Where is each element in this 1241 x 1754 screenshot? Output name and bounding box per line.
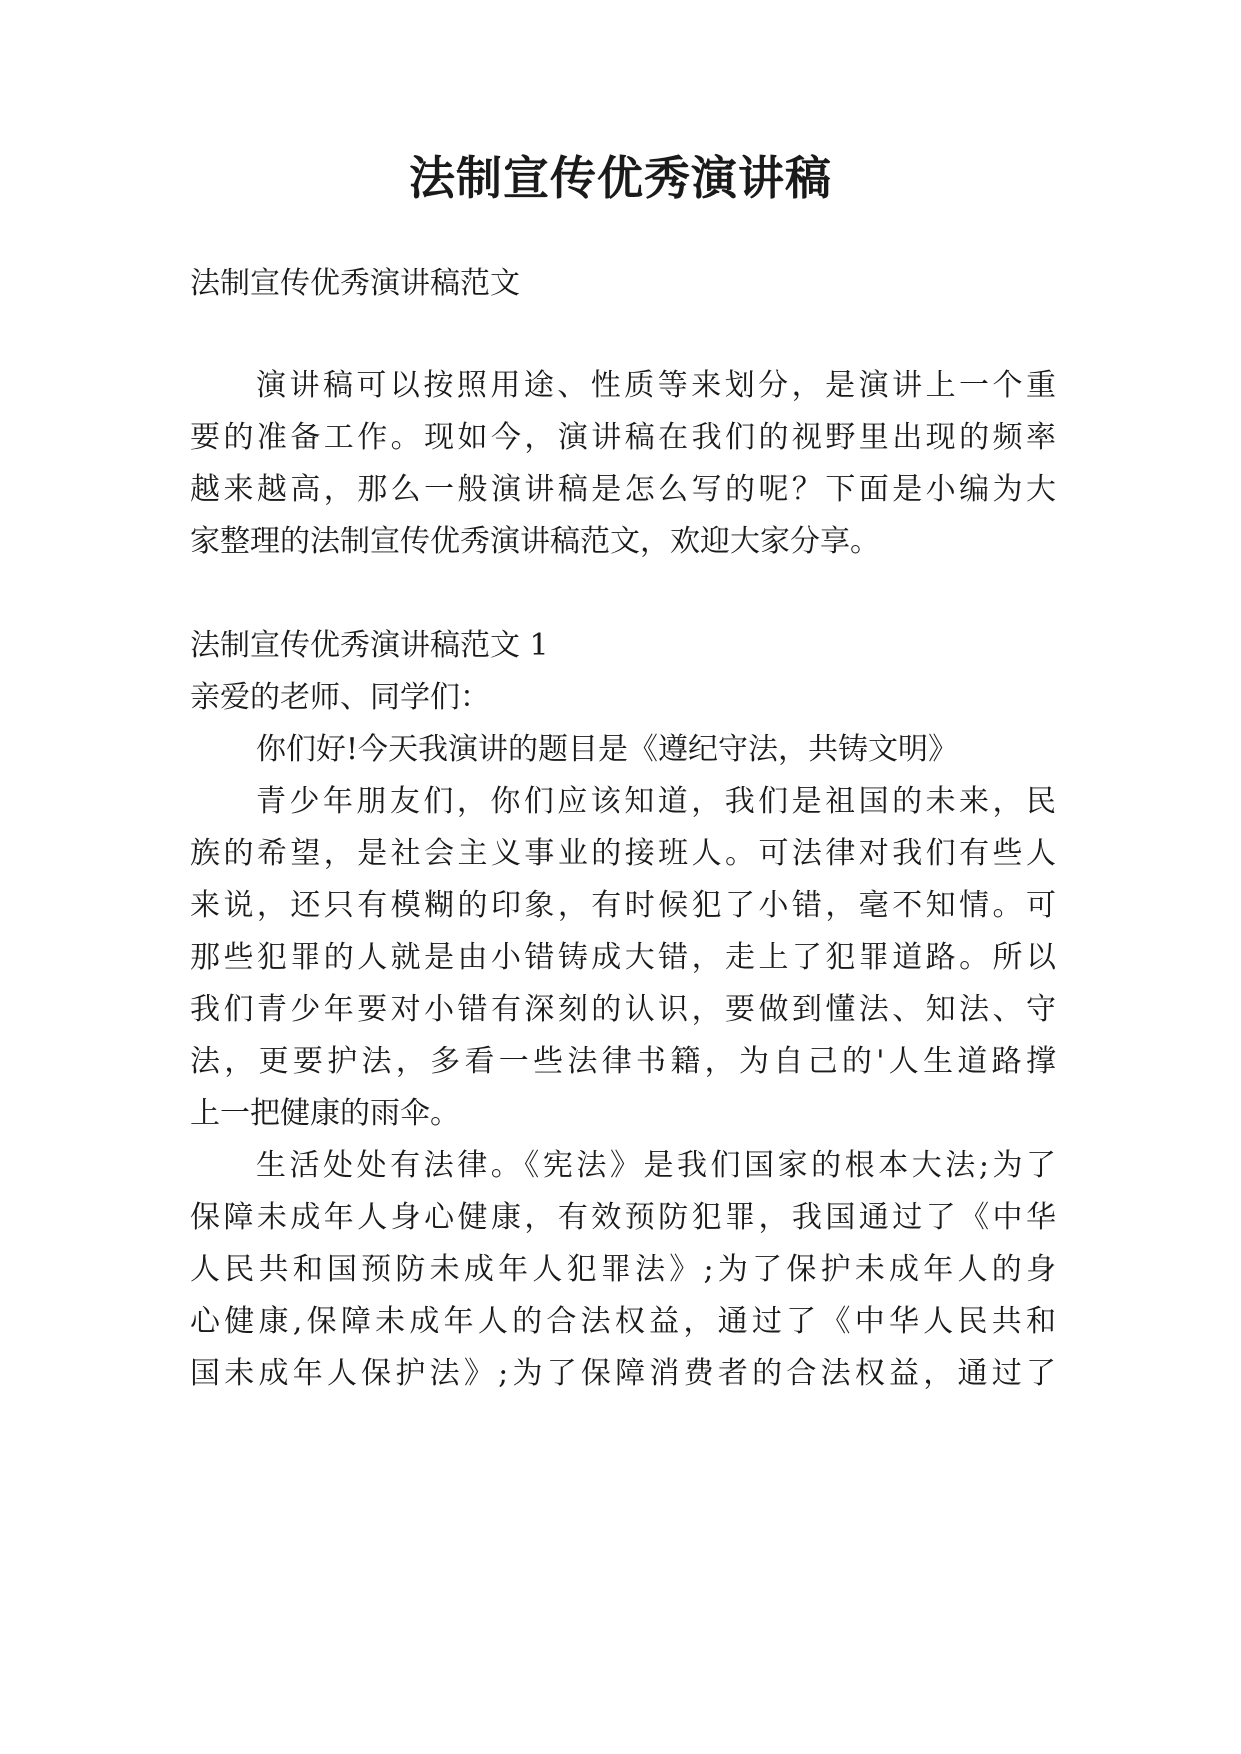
paragraph2-line: 心健康,保障未成年人的合法权益，通过了《中华人民共和 — [190, 1304, 1056, 1339]
document-subtitle: 法制宣传优秀演讲稿范文 — [190, 266, 520, 301]
paragraph2-line: 保障未成年人身心健康，有效预防犯罪，我国通过了《中华 — [190, 1200, 1056, 1235]
paragraph1-line: 那些犯罪的人就是由小错铸成大错，走上了犯罪道路。所以 — [190, 940, 1056, 975]
greeting: 你们好!今天我演讲的题目是《遵纪守法，共铸文明》 — [256, 732, 959, 767]
salutation: 亲爱的老师、同学们： — [190, 680, 490, 715]
intro-line: 要的准备工作。现如今，演讲稿在我们的视野里出现的频率 — [190, 420, 1056, 455]
paragraph1-line: 族的希望，是社会主义事业的接班人。可法律对我们有些人 — [190, 836, 1056, 871]
paragraph2-line: 国未成年人保护法》;为了保障消费者的合法权益，通过了 — [190, 1356, 1056, 1391]
document-title: 法制宣传优秀演讲稿 — [409, 151, 832, 205]
intro-line: 家整理的法制宣传优秀演讲稿范文，欢迎大家分享。 — [190, 524, 880, 559]
paragraph1-line: 法，更要护法，多看一些法律书籍，为自己的'人生道路撑 — [190, 1044, 1056, 1079]
section-heading: 法制宣传优秀演讲稿范文 1 — [190, 628, 549, 663]
paragraph1-line: 来说，还只有模糊的印象，有时候犯了小错，毫不知情。可 — [190, 888, 1056, 923]
paragraph1-line: 青少年朋友们，你们应该知道，我们是祖国的未来，民 — [256, 784, 1056, 819]
intro-line: 越来越高，那么一般演讲稿是怎么写的呢？下面是小编为大 — [190, 472, 1056, 507]
paragraph1-line: 我们青少年要对小错有深刻的认识，要做到懂法、知法、守 — [190, 992, 1056, 1027]
paragraph2-line: 生活处处有法律。《宪法》是我们国家的根本大法;为了 — [256, 1148, 1056, 1183]
intro-line: 演讲稿可以按照用途、性质等来划分，是演讲上一个重 — [256, 368, 1056, 403]
paragraph1-line: 上一把健康的雨伞。 — [190, 1096, 460, 1131]
paragraph2-line: 人民共和国预防未成年人犯罪法》;为了保护未成年人的身 — [190, 1252, 1056, 1287]
